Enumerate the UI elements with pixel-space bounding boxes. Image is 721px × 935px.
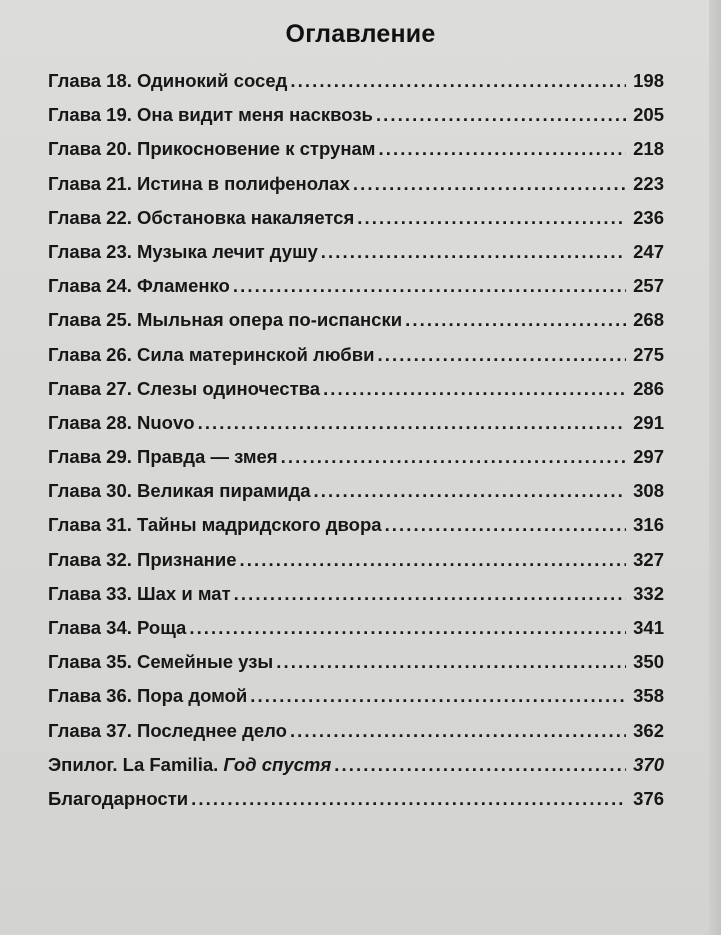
toc-entry-chapter-35 [48, 651, 664, 685]
table-of-contents [48, 70, 664, 822]
dot-leader [234, 583, 626, 605]
toc-page-number: 286 [633, 377, 664, 399]
toc-page-number: 370 [633, 753, 664, 775]
dot-leader [323, 378, 626, 400]
toc-entry-acknowledgements [48, 788, 664, 822]
toc-page-number: 358 [633, 685, 664, 707]
toc-entry-title: Глава 35. Семейные узы [48, 651, 274, 673]
dot-leader [378, 138, 626, 160]
dot-leader [377, 344, 626, 366]
toc-entry-chapter-18 [48, 70, 664, 104]
toc-entry-chapter-23 [48, 241, 664, 275]
toc-entry-chapter-24 [48, 275, 664, 309]
toc-entry-chapter-36 [48, 685, 664, 719]
toc-page-number: 350 [633, 651, 664, 673]
toc-entry-title: Глава 27. Слезы одиночества [48, 377, 321, 399]
dot-leader [321, 241, 626, 263]
dot-leader [334, 754, 626, 776]
toc-entry-title: Глава 23. Музыка лечит душу [48, 240, 318, 262]
toc-entry-title: Глава 34. Роща [48, 617, 187, 638]
dot-leader [290, 70, 626, 92]
dot-leader [240, 549, 627, 571]
toc-entry-title: Глава 33. Шах и мат [48, 582, 231, 604]
toc-entry-chapter-28 [48, 412, 664, 446]
toc-entry-chapter-20 [48, 138, 664, 172]
dot-leader [276, 651, 626, 673]
dot-leader [191, 788, 626, 810]
toc-entry-title: Глава 19. Она видит меня насквозь [48, 104, 373, 126]
dot-leader [198, 412, 626, 434]
toc-page-number: 297 [633, 446, 664, 468]
toc-entry-title: Глава 28. Nuovo [48, 411, 195, 433]
toc-entry-title: Благодарности [48, 787, 189, 809]
toc-entry-title: Глава 30. Великая пирамида [48, 480, 311, 502]
dot-leader [189, 617, 626, 639]
page-edge-shadow [709, 0, 721, 935]
toc-entry-title: Глава 29. Правда — змея [48, 446, 278, 468]
toc-page-number: 376 [633, 787, 664, 809]
toc-entry-epilogue [48, 754, 664, 788]
toc-entry-chapter-34 [48, 617, 664, 651]
toc-page-number: 362 [633, 719, 664, 741]
toc-page-number: 275 [633, 343, 664, 365]
toc-entry-chapter-31 [48, 514, 664, 548]
toc-page-number: 316 [633, 514, 664, 536]
toc-entry-chapter-29 [48, 446, 664, 480]
toc-entry-chapter-21 [48, 173, 664, 207]
toc-entry-chapter-32 [48, 549, 664, 583]
dot-leader [385, 514, 626, 536]
dot-leader [353, 173, 626, 195]
toc-page-number: 218 [633, 138, 664, 160]
toc-entry-title: Глава 25. Мыльная опера по-испански [48, 309, 403, 331]
dot-leader [281, 446, 626, 468]
toc-entry-chapter-22 [48, 207, 664, 241]
toc-entry-title [48, 754, 331, 776]
dot-leader [250, 685, 626, 707]
page-title: Оглавление [285, 20, 436, 48]
toc-entry-chapter-19 [48, 104, 664, 138]
toc-entry-chapter-33 [48, 583, 664, 617]
toc-entry-title: Глава 18. Одинокий сосед [48, 70, 288, 91]
toc-page-number: 257 [633, 275, 664, 297]
toc-page-number: 236 [633, 206, 664, 228]
toc-page-number: 198 [633, 70, 664, 91]
toc-entry-title: Глава 37. Последнее дело [48, 719, 287, 741]
toc-entry-chapter-30 [48, 480, 664, 514]
toc-entry-chapter-27 [48, 378, 664, 412]
toc-page-number: 341 [633, 617, 664, 638]
toc-entry-title: Глава 32. Признание [48, 548, 237, 570]
toc-entry-title: Глава 20. Прикосновение к струнам [48, 138, 376, 160]
toc-entry-chapter-25 [48, 309, 664, 343]
toc-entry-chapter-26 [48, 344, 664, 378]
toc-page-number: 268 [633, 309, 664, 331]
dot-leader [290, 720, 626, 742]
toc-entry-title: Глава 36. Пора домой [48, 685, 248, 707]
toc-page-number: 327 [633, 548, 664, 570]
dot-leader [233, 275, 626, 297]
toc-entry-title: Глава 31. Тайны мадридского двора [48, 514, 382, 536]
dot-leader [376, 104, 626, 126]
toc-entry-title: Глава 26. Сила материнской любви [48, 343, 375, 365]
epilogue-label: Эпилог. La Familia. [48, 753, 219, 775]
toc-page-number: 291 [633, 411, 664, 433]
toc-page-number: 247 [633, 240, 664, 262]
toc-page-number: 205 [633, 104, 664, 126]
toc-entry-title: Глава 21. Истина в полифенолах [48, 172, 350, 194]
dot-leader [357, 207, 626, 229]
dot-leader [314, 480, 626, 502]
toc-entry-chapter-37 [48, 720, 664, 754]
toc-entry-title: Глава 24. Фламенко [48, 275, 230, 297]
epilogue-subtitle: Год спустя [223, 753, 332, 775]
dot-leader [405, 309, 626, 331]
toc-page-number: 223 [633, 172, 664, 194]
toc-page-number: 332 [633, 582, 664, 604]
toc-page-number: 308 [633, 480, 664, 502]
toc-entry-title: Глава 22. Обстановка накаляется [48, 206, 355, 228]
